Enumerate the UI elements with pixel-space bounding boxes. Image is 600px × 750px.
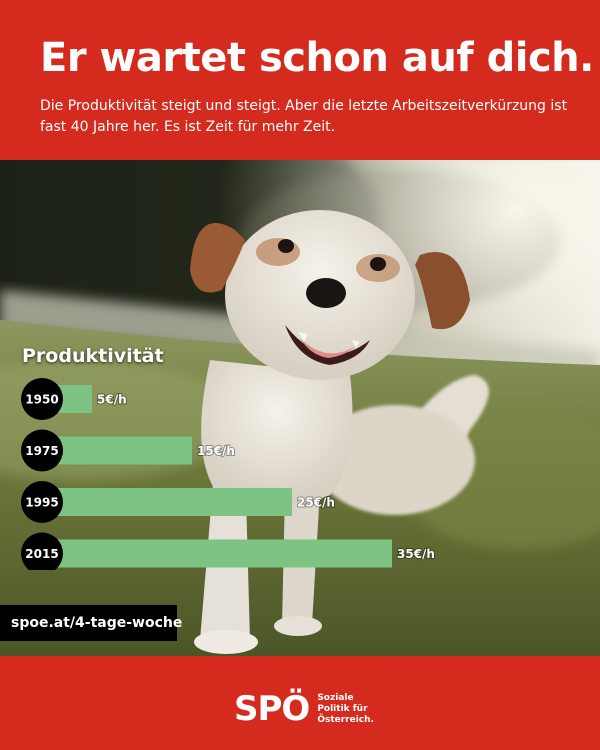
bar-1975 <box>42 437 192 465</box>
year-label-2015: 2015 <box>25 547 59 561</box>
bar-1995 <box>42 488 292 516</box>
logo-wordmark: SPÖ <box>234 689 310 729</box>
value-label-1950: 5€/h <box>97 392 127 407</box>
year-label-1950: 1950 <box>25 392 59 407</box>
value-label-1975: 15€/h <box>197 444 235 458</box>
year-label-1995: 1995 <box>25 495 59 510</box>
logo-tagline <box>317 693 374 726</box>
subline: Die Produktivität steigt und steigt. Aber die letzte Arbeitszeitverkürzung ist fast 40 Jahre her. Es ist Zeit für mehr Zeit. <box>40 98 568 135</box>
tagline-line: Politik für <box>317 703 368 714</box>
tagline-line: Soziale <box>317 692 354 703</box>
chart-title: Produktivität <box>22 345 164 367</box>
year-label-1975: 1975 <box>25 444 59 458</box>
value-label-2015: 35€/h <box>397 547 435 561</box>
spoe-logo <box>234 689 374 729</box>
campaign-url[interactable]: spoe.at/4-tage-woche <box>11 615 183 631</box>
headline: Er wartet schon auf dich. <box>40 35 594 81</box>
tagline-line: Österreich. <box>317 714 374 725</box>
value-label-1995: 25€/h <box>297 495 335 510</box>
header-banner <box>0 0 600 160</box>
bar-2015 <box>42 540 392 568</box>
productivity-chart <box>0 370 600 570</box>
url-box[interactable] <box>0 605 183 641</box>
